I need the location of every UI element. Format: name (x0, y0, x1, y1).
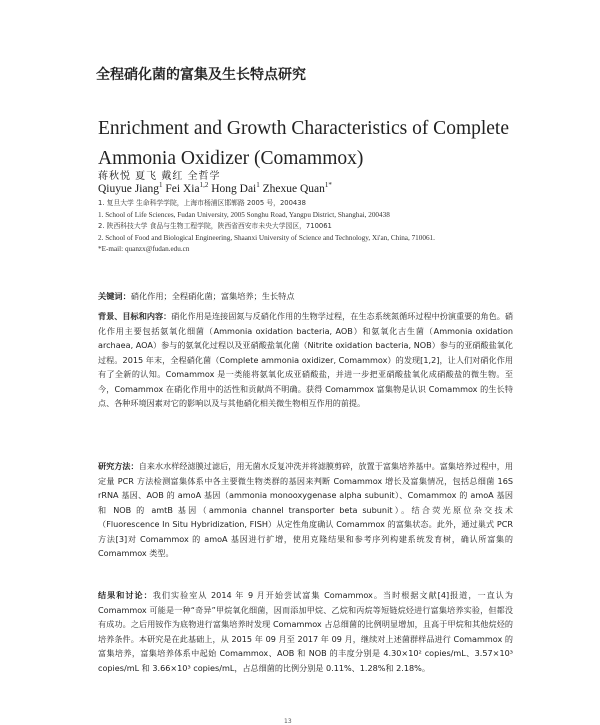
keywords (98, 291, 528, 302)
section-text: 我们实验室从 2014 年 9 月开始尝试富集 Comammox。当时根据文献[4]报道，一直认为 Comammox 可能是一种“奇异”甲烷氧化细菌，因而添加甲烷、乙烷和丙烷等短链烷烃进行富集培养实验，但都没有成功。之后用铵作为底物进行富集培养时发现 Comammox 占总细菌的比例明显增加，且高于甲烷和其他烷烃的培养条件。本研究是在此基础上，从 2015 年 09 月至 2017 年 09 月，继续对上述菌群样品进行 Comammox 的富集培养，富集培养体系中起始 Comammox、AOB 和 NOB 的丰度分别是 4.30×10² copies/mL、3.57×10³ copies/mL 和 3.66×10³ copies/mL，占总细菌的比例分别是 0.11%、1.28%和 2.18%。 (98, 590, 513, 673)
author-name: Qiuyue Jiang (98, 182, 160, 195)
affiliation-line: 2. School of Food and Biological Engineering, Shaanxi University of Science and Technology, Xi'an, China, 710061. (98, 233, 435, 242)
author-affil-sup: 1* (324, 181, 332, 189)
author-affil-sup: 1 (159, 181, 163, 189)
author-affil-sup: 1,2 (199, 181, 209, 189)
section-background (98, 309, 513, 411)
affiliations (98, 198, 548, 256)
section-text: 自来水水样经滤膜过滤后，用无菌水反复冲洗并将滤膜剪碎，放置于富集培养基中。富集培养过程中，用定量 PCR 方法检测富集体系中各主要微生物类群的基因来判断 Comammox 增长及富集情况，包括总细菌 16S rRNA 基因、AOB 的 amoA 基因（ammonia monooxygenase alpha subunit）、Comammox 的 amoA 基因和 NOB 的 amtB 基因（ammonia channel transporter beta subunit）。结合荧光原位杂交技术（Fluorescence In Situ Hybridization, FISH）从定性角度确认 Comammox 的富集状态。此外，通过巢式 PCR 方法[3]对 Comammox 的 amoA 基因进行扩增，使用克隆结果和参考序列构建系统发育树，确认所富集的 Comammox 类型。 (98, 461, 513, 558)
authors-english (98, 181, 332, 195)
affiliation-line: 1. 复旦大学 生命科学学院，上海市杨浦区邯郸路 2005 号，200438 (98, 199, 306, 207)
section-results (98, 588, 513, 675)
page-number: 13 (284, 718, 292, 725)
affiliation-line: 1. School of Life Sciences, Fudan University, 2005 Songhu Road, Yangpu District, Shanghai, 200438 (98, 210, 390, 219)
keywords-text: 硝化作用；全程硝化菌；富集培养；生长特点 (130, 291, 295, 301)
authors-chinese: 蒋秋悦 夏飞 戴红 全哲学 (98, 171, 221, 182)
author-affil-sup: 1 (256, 181, 260, 189)
section-text: 硝化作用是连接固氮与反硝化作用的生物学过程，在生态系统氮循环过程中扮演重要的角色。硝化作用主要包括氨氧化细菌（Ammonia oxidation bacteria, AOB）和氨氧化古生菌（Ammonia oxidation archaea, AOA）参与的氨氧化过程以及亚硝酸盐氧化菌（Nitrite oxidation bacteria, NOB）参与的亚硝酸盐氧化过程。2015 年末，全程硝化菌（Complete ammonia oxidizer, Comammox）的发现[1,2]，让人们对硝化作用有了全新的认知。Comammox 是一类能将氨氧化成亚硝酸盐，并进一步把亚硝酸盐氧化成硝酸盐的微生物。至今，Comammox 在硝化作用中的活性和贡献尚不明确。获得 Comammox 富集物是认识 Comammox 的生长特点、各种环境因素对它的影响以及与其他硝化相关微生物相互作用的前提。 (98, 311, 513, 408)
affiliation-line: 2. 陕西科技大学 食品与生物工程学院，陕西省西安市未央大学园区，710061 (98, 222, 332, 231)
author-name: Fei Xia (165, 182, 200, 195)
section-methods (98, 459, 513, 561)
contact-email: *E-mail: quanzx@fudan.edu.cn (98, 245, 190, 254)
section-label: 结果和讨论： (98, 590, 153, 600)
author-name: Hong Dai (211, 182, 257, 195)
title-english: Enrichment and Growth Characteristics of Complete Ammonia Oxidizer (Comammox) (98, 118, 510, 169)
section-label: 背景、目标和内容： (98, 311, 172, 321)
author-name: Zhexue Quan (262, 182, 325, 195)
section-label: 研究方法： (98, 461, 139, 471)
keywords-label: 关键词： (98, 291, 131, 301)
title-chinese: 全程硝化菌的富集及生长特点研究 (96, 67, 306, 83)
